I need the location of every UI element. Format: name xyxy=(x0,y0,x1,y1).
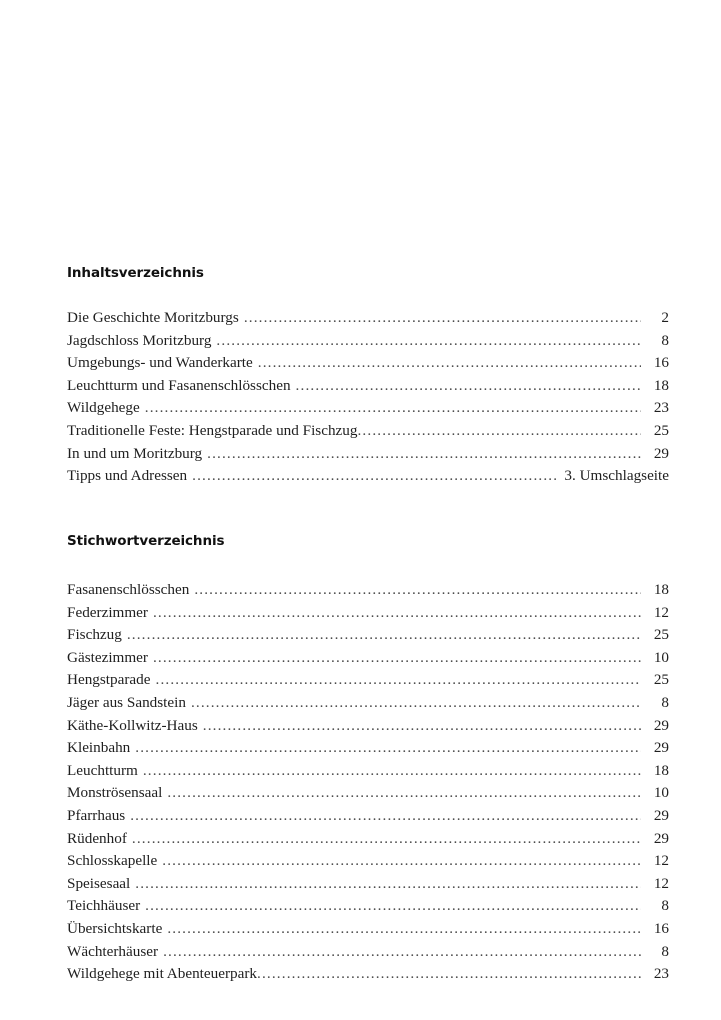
toc-entry-page-number: 16 xyxy=(653,354,669,372)
toc-entry-page-number: 29 xyxy=(653,444,669,462)
index-entry-page-number: 25 xyxy=(653,626,669,644)
dot-leader xyxy=(357,420,641,443)
index-entry[interactable] xyxy=(67,918,669,941)
index-entry-page-number: 29 xyxy=(653,716,669,734)
toc-entry-label: Jagdschloss Moritzburg xyxy=(67,331,212,349)
index-entry-label: Wächterhäuser xyxy=(67,942,159,960)
index-entry-label: Gästezimmer xyxy=(67,648,148,666)
dot-leader xyxy=(216,330,641,353)
index-entry-label: Monströsensaal xyxy=(67,784,163,802)
index-entry[interactable] xyxy=(67,669,669,692)
index-entry[interactable] xyxy=(67,602,669,625)
index-entry-label: Leuchtturm xyxy=(67,761,138,779)
index-entry[interactable] xyxy=(67,895,669,918)
index-entry[interactable] xyxy=(67,805,669,828)
index-list xyxy=(67,579,669,986)
dot-leader xyxy=(143,760,641,783)
index-entry-label: Hengstparade xyxy=(67,671,151,689)
toc-entry-page-number: 3. Umschlagseite xyxy=(564,467,669,485)
dot-leader xyxy=(258,352,641,375)
dot-leader xyxy=(191,692,641,715)
index-entry-label: Käthe-Kollwitz-Haus xyxy=(67,716,198,734)
index-entry-page-number: 29 xyxy=(653,829,669,847)
index-entry-label: Jäger aus Sandstein xyxy=(67,693,186,711)
toc-entry[interactable] xyxy=(67,397,669,420)
index-entry-label: Teichhäuser xyxy=(67,897,141,915)
index-entry[interactable] xyxy=(67,579,669,602)
dot-leader xyxy=(203,715,641,738)
index-entry-page-number: 25 xyxy=(653,671,669,689)
dot-leader xyxy=(162,850,641,873)
index-entry[interactable] xyxy=(67,873,669,896)
index-entry-page-number: 16 xyxy=(653,919,669,937)
index-heading: Stichwortverzeichnis xyxy=(67,533,225,550)
index-entry-label: Übersichtskarte xyxy=(67,919,163,937)
dot-leader xyxy=(153,602,641,625)
index-entry-label: Wildgehege mit Abenteuerpark xyxy=(67,965,258,983)
toc-entry-label: Tipps und Adressen xyxy=(67,467,188,485)
index-entry-label: Fasanenschlösschen xyxy=(67,581,190,598)
dot-leader xyxy=(167,782,641,805)
dot-leader xyxy=(163,941,641,964)
index-entry-label: Rüdenhof xyxy=(67,829,127,847)
toc-entry-label: Traditionelle Feste: Hengstparade und Fischzug xyxy=(67,421,358,439)
dot-leader xyxy=(244,307,641,330)
index-entry-label: Pfarrhaus xyxy=(67,806,126,824)
index-entry-page-number: 29 xyxy=(653,806,669,824)
index-entry[interactable] xyxy=(67,941,669,964)
index-entry[interactable] xyxy=(67,850,669,873)
index-entry-page-number: 8 xyxy=(661,693,669,711)
index-entry-label: Kleinbahn xyxy=(67,739,131,757)
index-entry-page-number: 10 xyxy=(653,648,669,666)
toc-entry-label: Die Geschichte Moritzburgs xyxy=(67,309,239,326)
index-entry[interactable] xyxy=(67,828,669,851)
index-entry[interactable] xyxy=(67,715,669,738)
toc-entry[interactable] xyxy=(67,420,669,443)
index-entry[interactable] xyxy=(67,692,669,715)
index-entry[interactable] xyxy=(67,760,669,783)
dot-leader xyxy=(145,895,641,918)
index-entry-page-number: 18 xyxy=(653,581,669,598)
toc-entry-label: Wildgehege xyxy=(67,399,140,417)
index-entry-page-number: 29 xyxy=(653,739,669,757)
dot-leader xyxy=(207,443,641,466)
toc-entry[interactable] xyxy=(67,307,669,330)
dot-leader xyxy=(167,918,641,941)
dot-leader xyxy=(192,465,558,488)
dot-leader xyxy=(145,397,641,420)
dot-leader xyxy=(296,375,641,398)
toc-entry[interactable] xyxy=(67,352,669,375)
dot-leader xyxy=(135,873,641,896)
toc-entry-page-number: 8 xyxy=(661,331,669,349)
index-entry-page-number: 12 xyxy=(653,874,669,892)
index-entry[interactable] xyxy=(67,963,669,986)
index-entry[interactable] xyxy=(67,782,669,805)
index-entry-page-number: 10 xyxy=(653,784,669,802)
dot-leader xyxy=(127,624,641,647)
dot-leader xyxy=(153,647,641,670)
toc-entry-page-number: 23 xyxy=(653,399,669,417)
toc-entry-label: Leuchtturm und Fasanenschlösschen xyxy=(67,376,291,394)
dot-leader xyxy=(135,737,641,760)
dot-leader xyxy=(132,828,641,851)
table-of-contents-list xyxy=(67,307,669,488)
index-entry-label: Speisesaal xyxy=(67,874,131,892)
index-entry-label: Schlosskapelle xyxy=(67,852,158,870)
toc-entry-page-number: 25 xyxy=(653,421,669,439)
table-of-contents-heading: Inhaltsverzeichnis xyxy=(67,265,204,282)
dot-leader xyxy=(130,805,641,828)
index-entry[interactable] xyxy=(67,737,669,760)
toc-entry[interactable] xyxy=(67,375,669,398)
index-entry-page-number: 23 xyxy=(653,965,669,983)
index-entry-label: Fischzug xyxy=(67,626,122,644)
toc-entry[interactable] xyxy=(67,330,669,353)
index-entry-page-number: 12 xyxy=(653,852,669,870)
toc-entry-page-number: 18 xyxy=(653,376,669,394)
index-entry[interactable] xyxy=(67,624,669,647)
toc-entry[interactable] xyxy=(67,443,669,466)
dot-leader xyxy=(257,963,641,986)
index-entry[interactable] xyxy=(67,647,669,670)
toc-entry[interactable] xyxy=(67,465,669,488)
toc-entry-label: Umgebungs- und Wanderkarte xyxy=(67,354,253,372)
dot-leader xyxy=(156,669,642,692)
index-entry-page-number: 8 xyxy=(661,942,669,960)
toc-entry-label: In und um Moritzburg xyxy=(67,444,203,462)
index-entry-label: Federzimmer xyxy=(67,603,148,621)
index-entry-page-number: 8 xyxy=(661,897,669,915)
index-entry-page-number: 12 xyxy=(653,603,669,621)
index-entry-page-number: 18 xyxy=(653,761,669,779)
toc-entry-page-number: 2 xyxy=(661,309,669,326)
dot-leader xyxy=(194,579,641,602)
